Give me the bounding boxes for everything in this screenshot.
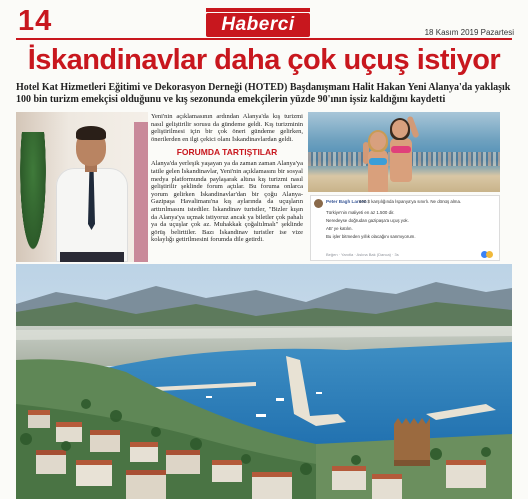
alanya-panorama-photo: [16, 264, 512, 499]
header-rule: [16, 38, 512, 40]
avatar: [314, 199, 323, 208]
body-paragraph: Alanya'da yerleşik yaşayan ya da zaman zaman Alanya'ya tatile gelen İskandinavlar, Yeni'nin açıklamasını bir sosyal medya platformunda paylaşarak altına kış turizmi nasıl geliştirilir şeklinde forum açtılar. Bu foruma onlarca yorum gelirken İskandinavlar'dan bir çoğu Alanya-Gazipaşa Havalimanı'na kış aylarında da uçuşların arttırılmasını istediler. İskandinav turistler, "Bizler kışın da Alanya'ya uçmak istiyoruz ancak ya biletler çok pahalı ya da uçuşlar çok az. Muhakkak çoğaltılmalı" şeklinde görüş belirttiler. Bazı İskandinav turistler ise vize kolaylığı getirilmesini forumda dile getirdi.: [151, 160, 303, 244]
article-headline: İskandinavlar daha çok uçuş istiyor: [27, 44, 501, 76]
article-subhead: FORUMDA TARTIŞTILAR: [176, 147, 278, 158]
beach-photo: [308, 112, 500, 192]
logo-strip: [206, 8, 310, 12]
comment-actions: Beğen · Yanıtla · Aslına Bak (Danca) · 3s: [326, 252, 399, 257]
comment-line: Türkiye'nin maliyeti en az 1.500 dir.: [326, 210, 395, 215]
newspaper-logo: Haberci: [206, 13, 310, 37]
body-paragraph: Yeni'nin açıklamasının ardından Alanya'da kış turizmi nasıl geliştirilir sorusu da gündeme geldi. Kış turizminin geliştirilmesi için bir çok öneri gündeme gelirken, önerilerden en ilgi çekici olanı İskandinavlardan geldi.: [151, 113, 303, 143]
comment-line: AB' ye katılın.: [326, 226, 353, 231]
article-body: [151, 113, 303, 244]
haha-icon: [486, 251, 493, 258]
comment-line: Neredeyse doğrudan gazipaşa'a uçuş yok.: [326, 218, 409, 223]
reaction-icons: [481, 251, 493, 258]
page-number: 14: [18, 5, 53, 37]
social-comment-card: [310, 195, 500, 261]
article-lead: Hotel Kat Hizmetleri Eğitimi ve Dekorasyon Derneği (HOTED) Başdanışmanı Halit Hakan Yeni Alanya'da yaklaşık 100 bin turizm emekçisi olduğunu ve kış sezonunda emekçilerin yüzde 90'ının işsiz kaldığını kaydetti: [16, 82, 511, 105]
commenter-name: Peter Bagh Larsen: [326, 199, 367, 204]
comment-line: Bu işler bitmeden yıllık olacağını sanmıyorum.: [326, 234, 416, 239]
issue-date: 18 Kasım 2019 Pazartesi: [424, 28, 514, 37]
comment-first-line: 600 $ karşılığında İspanya'ya sınırlı. Ne dönüş alma.: [359, 199, 462, 204]
page-header: [0, 0, 528, 40]
comment-lines: [326, 209, 496, 241]
portrait-photo: [16, 112, 148, 262]
